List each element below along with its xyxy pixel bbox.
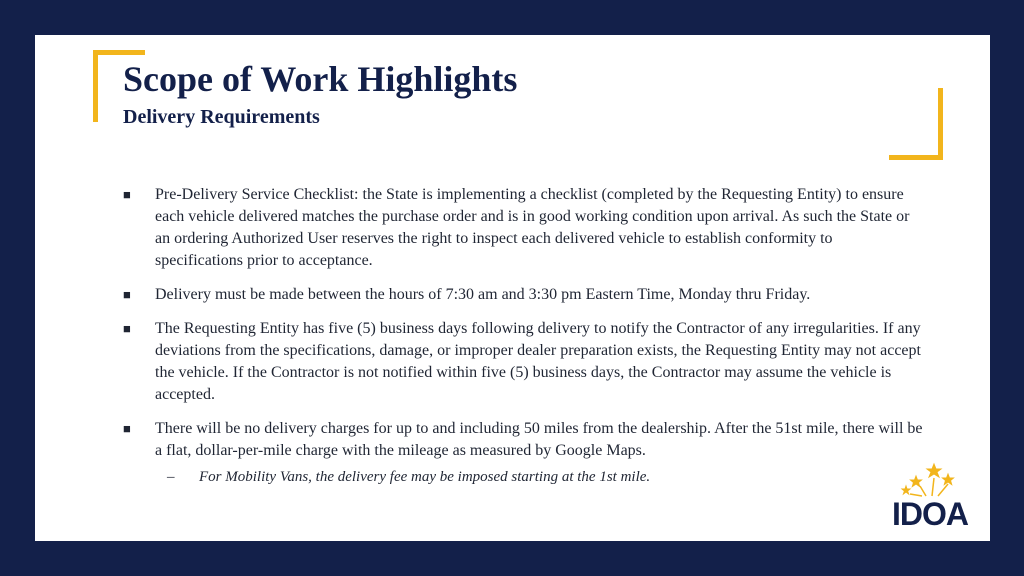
list-item [123,318,923,406]
sub-bullet-list [155,466,923,488]
bullet-text: Delivery must be made between the hours of 7:30 am and 3:30 pm Eastern Time, Monday thru Friday. [155,286,811,303]
square-bullet-icon: ■ [123,287,131,302]
sub-list-item [155,466,923,488]
list-item [123,418,923,488]
corner-bracket-bottom-right [889,88,943,160]
bullet-text: There will be no delivery charges for up to and including 50 miles from the dealership. After the 51st mile, there will be a flat, dollar-per-mile charge with the mileage as measured by Google Maps. [155,420,923,459]
sub-bullet-text: For Mobility Vans, the delivery fee may be imposed starting at the 1st mile. [199,469,651,485]
square-bullet-icon: ■ [123,321,131,336]
square-bullet-icon: ■ [123,187,131,202]
bullet-list [123,184,923,500]
bullet-text: Pre-Delivery Service Checklist: the State is implementing a checklist (completed by the Requesting Entity) to ensure each vehicle delivered matches the purchase order and is in good working condition upon arrival. As such the State or an ordering Authorized User reserves the right to inspect each delivered vehicle to establish conformity to specifications prior to acceptance. [155,186,910,269]
page-subtitle: Delivery Requirements [123,106,320,128]
list-item [123,284,923,306]
bullet-text: The Requesting Entity has five (5) business days following delivery to notify the Contractor of any irregularities. If any deviations from the specifications, damage, or improper dealer preparation exists, the Requesting Entity may not accept the vehicle. If the Contractor is not notified within five (5) business days, the Contractor may assume the vehicle is accepted. [155,320,921,403]
square-bullet-icon: ■ [123,421,131,436]
list-item [123,184,923,272]
page-title: Scope of Work Highlights [123,59,518,99]
dash-bullet-icon: – [167,469,175,485]
logo-wordmark: IDOA [892,496,968,532]
